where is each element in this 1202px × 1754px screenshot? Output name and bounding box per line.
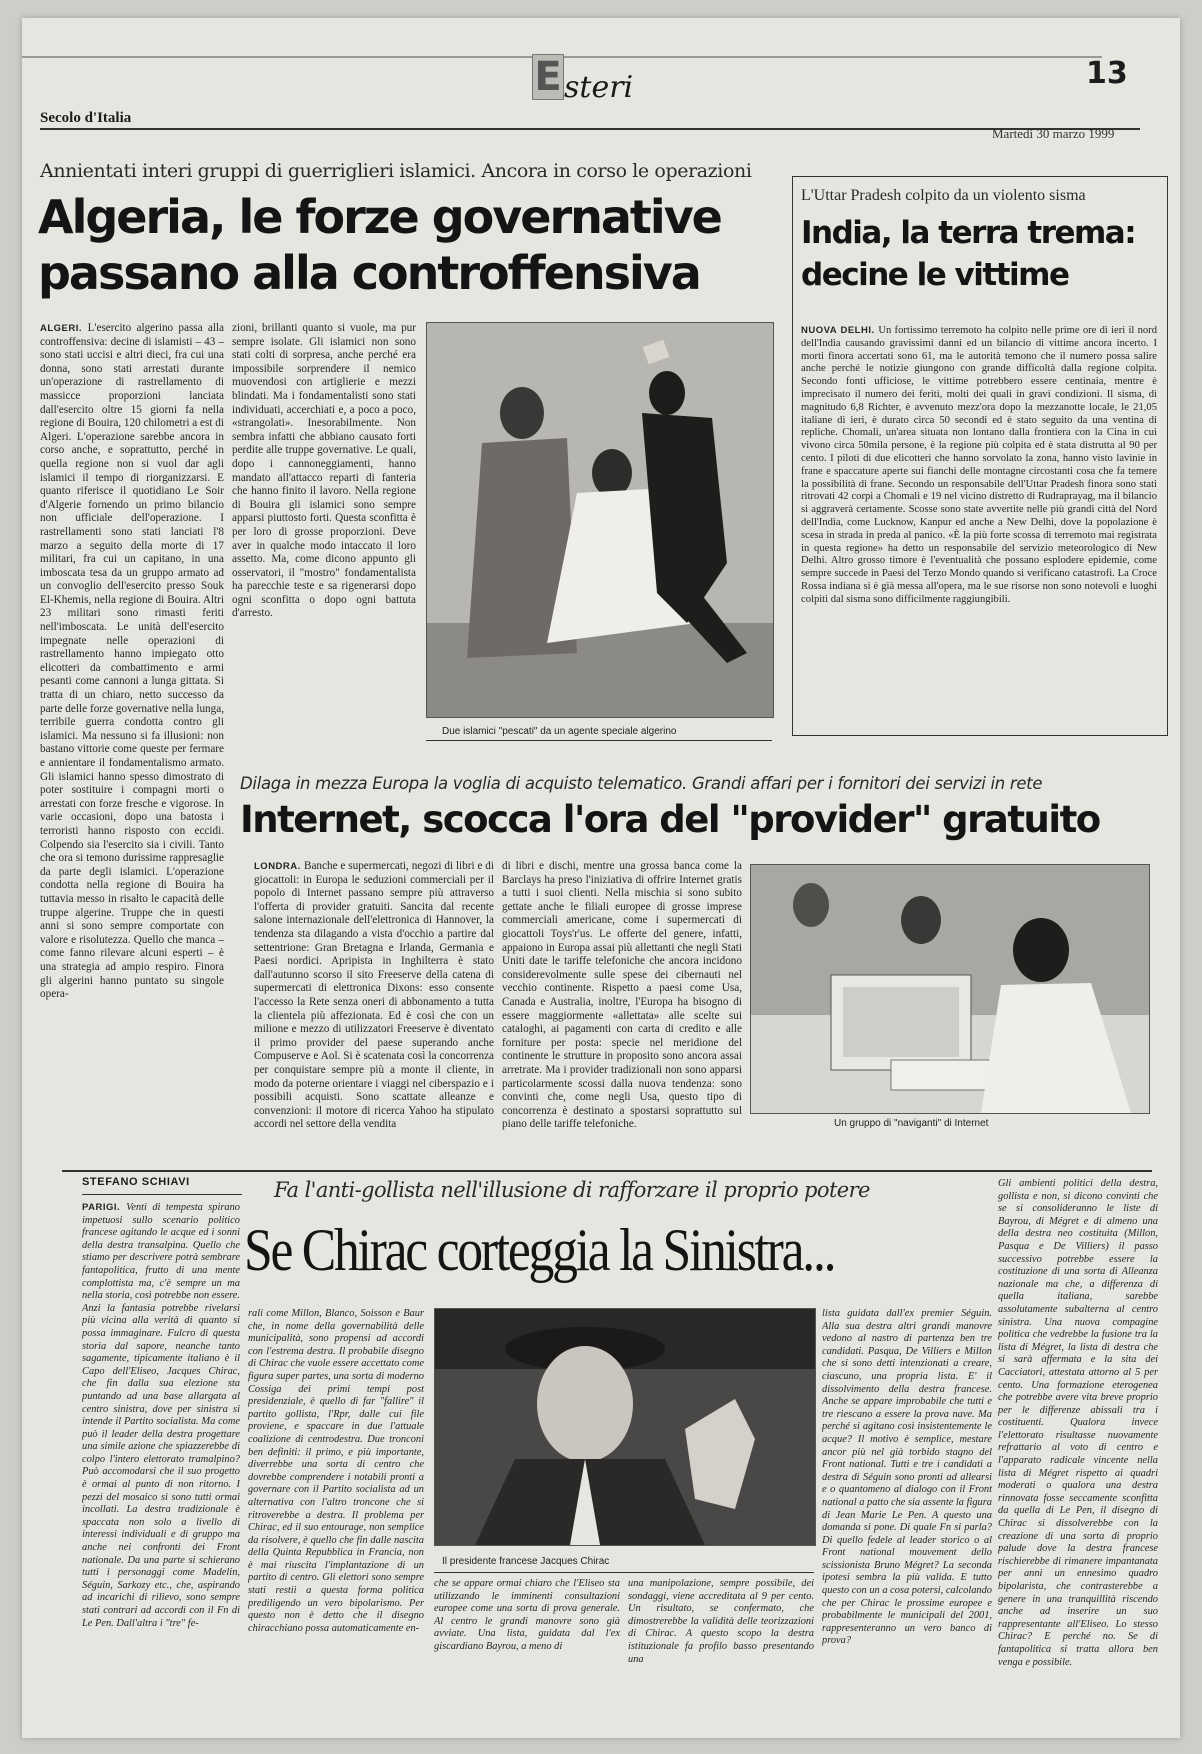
newspaper-page xyxy=(22,18,1180,1738)
internet-col1-text: Banche e supermercati, negozi di libri e di giocattoli: in Europa le seduzioni commerciali per il popolo di Internet passano sempre più attraverso l'offerta di provider gratuiti. Sancita dal recente salone internazionale dell'elettronica di Hannover, la tendenza sta dilagando a vista d'occhio a partire dal settentrione: Gran Bretagna e Irlanda, Germania e Paesi nordici. Apripista in Inghilterra è stato dall'autunno scorso il sito Freeserve della catena di supermercati di elettronica Dixons: esso consente l'accesso la Rete senza oneri di abbonamento a tutta la clientela più affezionata. Ed è così che con un milione e mezzo di utilizzatori Freeserve è diventato il primo provider del paese superando anche Compuserve e Aol. Si è scatenata così la concorrenza per conquistare sempre più a monte il cliente, in modo da poterne orientare i viaggi nel ciberspazio e i possibili acquisti. Sono scattate alleanze e convenzioni: il motore di ricerca Yahoo ha stipulato accordi nel settore della vendita xyxy=(254,860,494,1131)
chirac-col2-text: rali come Millon, Blanco, Soisson e Baur che, in nome della governabilità delle municipalità, sono propensi ad accordi con l'estrema destra. Il probabile disegno di Chirac che vuole essere accettato come figura super partes, una sorta di moderno Cossiga dei primi tempi post presidenziale, è quello di far "fallire" il partito gollista, l'Rpr, dalle cui file proviene, e spaccare in due l'attuale coalizione di centrodestra. Due tronconi ben definiti: il primo, e più importante, diverrebbe una sorta di centro che dovrebbe comprendere i notabili pronti a governare con il Partito socialista ad un alternativa con l'altro troncone che si ritroverebbe a destra. Il problema per Chirac, ed il suo entourage, non semplice da risolvere, è quello che fin dalle nascita della Quinta Repubblica in Francia, non è mai riuscita l'implantazione di un partito di centro. Gli elettori sono sempre stati restii a questa forma politica prediligendo un vero bipolarismo. Per questo non è detto che il disegno chiracchiano possa automaticamente en- xyxy=(248,1308,424,1634)
chirac-column-4 xyxy=(628,1578,814,1724)
algeria-headline-line2: passano alla controffensiva xyxy=(38,246,700,300)
internet-photo-caption: Un gruppo di "naviganti" di Internet xyxy=(834,1118,989,1129)
issue-date: Martedì 30 marzo 1999 xyxy=(992,126,1115,141)
chirac-col1-text: Venti di tempesta spirano impetuosi sullo scenario politico francese agitando le acque ed i sonni della destra transalpina. Quello che stiamo per descrivere potrà sembrare fantapolitica, frutto di una mente complottista ma, c'è sempre un ma nella storia, così potrebbe non essere. Anzi la fantasia potrebbe rivelarsi più vicina alla verità di quanto si possa immaginare. Fulcro di questa storia dal sapore, neanche tanto sagamente, tipicamente italiano è il Capo dell'Eliseo, Jacques Chirac, che fin dalla sua elezione sta puntando ad una base allargata al centro sinistra, dove per sinistra si intende il Partito socialista. Ma come può il leader della destra progettare una simile azione che spiazzerebbe di colpo l'intero elettorato tramalpino? Può accomodarsi che il suo progetto è ormai al punto di non ritorno. I pezzi del mosaico si sono tutti ormai incollati. La destra tradizionale è spaccata non solo a livello di interessi individuali e di gruppo ma anche nei confronti dei Front nationale. Da una parte si schierano tutti i personaggi come Madelin, Séguin, Sarkozy etc., che, aspirando ad incarichi di rilievo, sono sempre stati contrari ad accordi con il Fn di Le Pen. Dall'altra i "tre" fe- xyxy=(82,1202,240,1629)
chirac-photo-caption: Il presidente francese Jacques Chirac xyxy=(442,1556,610,1567)
chirac-col4-text: una manipolazione, sempre possibile, dei sondaggi, viene accreditata al 9 per cento. Un risultato, se confermato, che dimostrerebbe la validità delle teorizzazioni di Chirac. A questo scopo la destra istituzionale fa profilo basso presentando una xyxy=(628,1578,814,1665)
chirac-caption-rule xyxy=(434,1572,814,1573)
chirac-dateline: PARIGI. xyxy=(82,1202,127,1213)
algeria-kicker: Annientati interi gruppi di guerriglieri islamici. Ancora in corso le operazioni xyxy=(40,160,752,182)
paper-name: Secolo d'Italia xyxy=(40,110,132,126)
chirac-kicker: Fa l'anti-gollista nell'illusione di rafforzare il proprio potere xyxy=(274,1178,870,1202)
section-title: steri xyxy=(564,70,634,105)
chirac-byline: STEFANO SCHIAVI xyxy=(82,1176,190,1188)
algeria-col2-text: zioni, brillanti quanto si vuole, ma pur sempre isolate. Gli islamici non sono stati colti di sorpresa, anche perché era impossibile sorprendere il nemico muovendosi con artiglierie e mezzi blindati. Ma i fondamentalisti sono stati individuati, accerchiati e, a poco a poco, «strangolati». Inesorabilmente. Non sembra infatti che abbiano causato forti perdite alle truppe governative. Le quali, dopo i cannoneggiamenti, hanno mandato all'attacco reparti di fanteria che hanno finito il lavoro. Nella regione di Bouira gli islamici sono sempre apparsi piuttosto forti. Questa sconfitta è per loro di grosse proporzioni. Deve aver in qualche modo intaccato il loro assetto. Ma, come dicono appunto gli osservatori, il "mostro" fondamentalista ha parecchie teste e sa rigenerarsi dopo ogni sconfitta o dopo ogni battuta d'arresto. xyxy=(232,322,416,620)
chirac-column-5 xyxy=(822,1308,992,1724)
algeria-col1-text: L'esercito algerino passa alla controffensiva: decine di islamisti – 43 – sono stati uccisi e altri dieci, fra cui una donna, sono stati arrestati durante un'operazione di rastrellamento di massicce proporzioni lanciata dall'esercito oltre 15 giorni fa nella regione di Bouira, 120 chilometri a est di Algeri. L'operazione sarebbe ancora in corso anche, e soprattutto, perché in quella regione non si vuol dar agli islamici il tempo di riorganizzarsi. E quanto riferisce il quotidiano Le Soir d'Algerie fornendo un primo bilancio non ufficiale dell'operazione. I rastrellamenti sono stati lanciati l'8 marzo a seguito della morte di 17 militari, fra cui un capitano, in una imboscata tesa da un gruppo armato ad un convoglio dell'esercito presso Souk El-Khemis, nella regione di Bouira. Altri 23 militari sono rimasti feriti nell'imboscata. Le unità dell'esercito impegnate nelle operazioni di rastrellamento hanno impiegato otto elicotteri da combattimento e armi pesanti come cannoni a lunga gittata. Si tratta di un chiaro, netto successo da parte delle forze governative nella lunga, terribile guerra condotta contro gli islamici. Ma nessuno si fa illusioni: non bastano vittorie come queste per fermare e annientare il fondamentalismo armato. Gli islamici hanno spesso dimostrato di poter sostituire i compagni morti o arrestati con forze fresche e vigorose. In varie occasioni, dopo una batosta i terroristi hanno risposto con eccidi. Colpendo sia l'esercito sia i civili. Tanto che ora si temono durissime rappresaglie da parte degli islamici. L'operazione condotta nella regione di Bouira ha tuttavia messo in risalto le capacità delle truppe algerine. Truppe che in questi anni si sono sempre comportate con valore e risolutezza. Quello che manca – come fanno rilevare alcuni esperti – è una strategia ad ampio respiro. Finora gli algerini hanno puntato su singole opera- xyxy=(40,322,224,1001)
page-number: 13 xyxy=(1086,56,1128,91)
internet-headline: Internet, scocca l'ora del "provider" gratuito xyxy=(240,798,1100,841)
byline-rule xyxy=(82,1194,242,1195)
chirac-column-1 xyxy=(82,1202,240,1724)
chirac-col3-text: che se appare ormai chiaro che l'Eliseo sta utilizzando le imminenti consultazioni europee come una sorta di prova generale. Al centro le grandi manovre sono già avviate. Una lista, guidata dal l'ex giscardiano Bayrou, a meno di xyxy=(434,1578,620,1652)
chirac-col6-text: Gli ambienti politici della destra, gollista e non, si dicono convinti che se si consolideranno le liste di Bayrou, di Mégret e di almeno una della destra neo costituita (Millon, Pasqua e De Villiers) il passo successivo potrebbe essere la costituzione di una sorta di Alleanza nazionale ma che, a differenza di quella italiana, sarebbe assolutamente subalterna al centro sinistra. Una nuova compagine politica che vedrebbe la fusione tra la lista di Mégret, la lista di destra che si sarà affermata e la sita dei Cacciatori, attestata attorno al 5 per cento. Una formazione eterogenea che potrebbe avere vita breve proprio per le differenze abissali tra i costituenti. Qualora invece l'elettorato risultasse nuovamente refrattario al voto di centro e l'apparato radicale vincente nella lista di Mégret rispetto ai quadri moderati o qualora una destra rinnovata fosse seccamente sconfitta da quella di Le Pen, il disegno di Chirac si dissolverebbe con la creazione di una sorta di proprio palude dove la destra francese rischierebbe di rimanere impantanata per anni un ennesimo quadro bipolarista, che contrasterebbe a genere in una tranquillità riscendo anche ad inserire un suo rappresentante all'Eliseo. Lo stesso Chirac? E perché no. Se di fantapolitica si tratta allora ben venga e possibile. xyxy=(998,1178,1158,1668)
chirac-article xyxy=(22,18,1180,1738)
internet-dateline: LONDRA. xyxy=(254,861,304,872)
india-kicker: L'Uttar Pradesh colpito da un violento sisma xyxy=(801,187,1086,204)
india-headline-line2: decine le vittime xyxy=(801,257,1069,293)
chirac-headline: Se Chirac corteggia la Sinistra... xyxy=(244,1217,835,1283)
india-dateline: NUOVA DELHI. xyxy=(801,325,879,336)
chirac-column-6 xyxy=(998,1178,1158,1724)
internet-col2-text: di libri e dischi, mentre una grossa banca come la Barclays ha preso l'iniziativa di offrire Internet gratis a tutti i suoi clienti. Nella mischia si sono subito gettate anche le filiali europee di grosse imprese commerciali americane, come i supermercati di giocattoli Toys'r'us. Le offerte del genere, infatti, appaiono in Europa assai più allettanti che negli Stati Uniti date le tariffe telefoniche che ancora incidono considerevolmente sulle spese dei cibernauti nel vecchio continente. Rispetto a paesi come Usa, Canada e Australia, inoltre, l'Europa ha bisogno di essere maggiormente «allettata» alle scelte sui cataloghi, ai pagamenti con carta di credito e alle forniture per posta: specie nel meridione del continente le strutture in proposito sono ancora assai arretrate. Ma i provider tradizionali non sono apparsi particolarmente scossi dalla nuova tendenza: sono convinti che, come negli Usa, questo tipo di concorrenza è destinato a spostarsi soprattutto sul piano delle tariffe telefoniche. xyxy=(502,860,742,1131)
india-headline-line1: India, la terra trema: xyxy=(801,215,1136,251)
india-body: Un fortissimo terremoto ha colpito nelle prime ore di ieri il nord dell'India causando gravissimi danni ed un bilancio di vittime ancora incerto. I morti finora accertati sono 61, ma le autorità temono che il numero possa salire anche perché le notizie giungono con grande difficoltà dalla regione colpita. Secondo fonti ufficiose, le vittime potrebbero essere centinaia, mentre è imprecisato il numero dei feriti, molti dei quali in gravi condizioni. Il sisma, di magnitudo 6,8 Richter, è avvenuto mezz'ora dopo la mezzanotte locale, le 21,05 italiane di ieri, è durato circa 50 secondi ed è stato seguito da una ventina di repliche. Chomali, un'area situata non lontano dalla frontiera con la Cina in cui vivono circa 50mila persone, è la regione più colpita ed è stata distrutta al 90 per cento. I piloti di due elicotteri che hanno sorvolato la zona, hanno visto lavinie in frane e spaccature aperte sui fianchi delle montagne circostanti cosa che fa temere la possibilità di frane. Secondo un responsabile dell'Uttar Pradesh finora sono stati ritrovati 42 corpi a Chomali e 19 nel vicino distretto di Rudraprayag, ma il bilancio si aggraverà certamente. Scosse sono state avvertite nelle più grandi città del Nord dell'India, come Lucknow, Kanpur ed anche a New Delhi, dove la popolazione è scesa in strada in preda al panico. «È la più forte scossa di terremoto mai registrata in questa regione» ha detto un responsabile del servizio meteorologico di New Delhi. Altro grosso timore è l'eventualità che possano esplodere epidemie, come sempre succede in Paesi del Terzo Mondo quando si verificano catastrofi. La Croce Rossa indiana si è già messa all'opera, ma le sue risorse non sono notevoli e luoghi colpiti dal sisma sono difficilmente raggiungibili. xyxy=(801,325,1157,605)
internet-kicker: Dilaga in mezza Europa la voglia di acquisto telematico. Grandi affari per i fornitori dei servizi in rete xyxy=(240,774,1043,793)
chirac-column-3 xyxy=(434,1578,620,1724)
algeria-headline-line1: Algeria, le forze governative xyxy=(38,190,721,244)
chirac-column-2 xyxy=(248,1308,424,1724)
chirac-col5-text: lista guidata dall'ex premier Séguin. Alla sua destra altri grandi manovre vedono al nastro di partenza ben tre candidati. Pasqua, De Villiers e Millon che si sono detti intenzionati a creare, ciascuno, una propria lista. E' il dissolvimento della destra francese. Anche se appare improbabile che tutti e tre riescano a essere la prova nave. Ma perché si agitano così insistentemente le acque? Il motivo è semplice, mestare ancor più nel già torbido stagno del Front national. Tutti e tre i candidati a destra di Séguin sono pronti ad allearsi e o quantomeno al dialogo con il Front national a patto che sia assente la figura di Jean Marie Le Pen. A questo una domanda si pone. Di quale Fn si parla? Di quello fedele al leader storico o al Front national mouvement dello scissionista Bruno Mégret? La seconda ipotesi sembra la più valida. E tutto questo con un a cosa potersi, calcolando che per Chirac le prossime europee e probabilmente le municipali del 2001, rappresenteranno un vero banco di prova? xyxy=(822,1308,992,1647)
chirac-photo-scene xyxy=(435,1309,815,1545)
chirac-photo xyxy=(434,1308,816,1546)
section-initial: E xyxy=(534,54,562,100)
algeria-photo-caption: Due islamici "pescati" da un agente speciale algerino xyxy=(442,726,677,737)
algeria-dateline: ALGERI. xyxy=(40,323,88,334)
